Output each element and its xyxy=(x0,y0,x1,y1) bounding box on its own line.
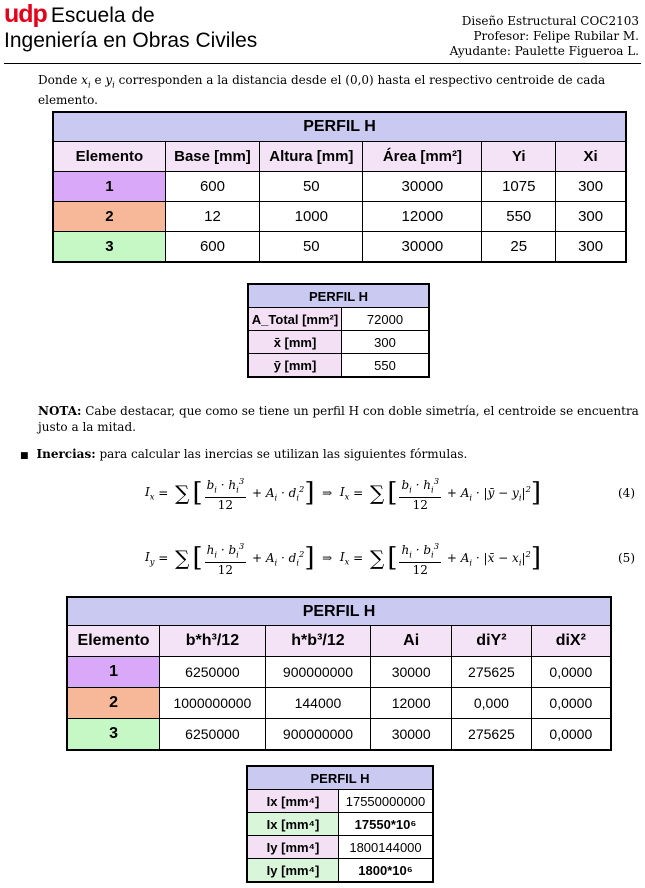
note-label: NOTA: xyxy=(38,404,82,418)
intro-text-pre: Donde xyxy=(38,73,82,87)
table3-header-5: diX² xyxy=(531,626,611,657)
bullet-label: Inercias: xyxy=(36,447,96,461)
table-row xyxy=(53,232,626,263)
table-row xyxy=(247,836,433,859)
table1-cell: 300 xyxy=(556,172,626,202)
table4-value: 17550000000 xyxy=(339,790,434,813)
equation-4: $I_x$ = ∑ [ $\frac{b_i \cdot h_i^3}{12}$ + $A_i \cdot d_i^2$ ] ⇒ $I_x$ = ∑ [ $\frac{b_i \cdot h_i^3}{12}$ + $A_i$ · |ȳ − $y_i|^2$ ] xyxy=(145,476,542,512)
table3-cell: 6250000 xyxy=(160,719,266,751)
inertia-results-table xyxy=(246,765,434,883)
table-row xyxy=(247,859,433,883)
table3-cell: 0,0000 xyxy=(531,719,611,751)
table3-cell: 0,0000 xyxy=(531,688,611,719)
table1-cell: 1 xyxy=(53,172,165,202)
equation-5: $I_y$ = ∑ [ $\frac{h_i \cdot b_i^3}{12}$ + $A_i \cdot d_i^2$ ] ⇒ $I_x$ = ∑ [ $\frac{h_i \cdot b_i^3}{12}$ + $A_i$ · |x̄ − $x_i|^2$ ] xyxy=(145,541,542,577)
table1-cell: 2 xyxy=(53,202,165,232)
header-rule xyxy=(4,63,641,64)
bullet-text: para calcular las inercias se utilizan las siguientes fórmulas. xyxy=(95,447,468,461)
table4-value: 1800144000 xyxy=(339,836,434,859)
table4-label: Ix [mm⁴] xyxy=(247,813,339,836)
table-row xyxy=(248,354,429,378)
table1-cell: 300 xyxy=(556,202,626,232)
table3-title: PERFIL H xyxy=(67,597,611,626)
table2-value: 550 xyxy=(342,354,430,378)
table3-cell: 30000 xyxy=(371,719,452,751)
centroid-table xyxy=(247,283,430,378)
table-row xyxy=(67,719,611,751)
table1-cell: 1000 xyxy=(260,202,363,232)
table2-label: A_Total [mm²] xyxy=(248,308,342,331)
table1-header-4: Yi xyxy=(482,142,556,172)
table4-title: PERFIL H xyxy=(247,766,433,790)
table3-cell: 275625 xyxy=(452,719,531,751)
table1-cell: 12 xyxy=(165,202,259,232)
table4-value: 17550*10⁶ xyxy=(339,813,434,836)
udp-logo xyxy=(4,2,257,51)
equation-4-number: (4) xyxy=(618,486,635,500)
inertia-bullet xyxy=(20,446,640,464)
table3-header-0: Elemento xyxy=(67,626,160,657)
intro-yi: $y_i$ xyxy=(105,73,115,90)
table1-cell: 600 xyxy=(165,232,259,263)
table-row xyxy=(248,308,429,331)
table1-header-1: Base [mm] xyxy=(165,142,259,172)
table3-cell: 0,0000 xyxy=(531,657,611,688)
perfil-h-table xyxy=(52,111,627,263)
table3-cell: 900000000 xyxy=(265,657,370,688)
table1-cell: 25 xyxy=(482,232,556,263)
table1-cell: 300 xyxy=(556,232,626,263)
table4-label: Iy [mm⁴] xyxy=(247,836,339,859)
table1-header-3: Área [mm²] xyxy=(363,142,482,172)
professor: Profesor: Felipe Rubilar M. xyxy=(473,29,639,43)
table3-header-1: b*h³/12 xyxy=(160,626,266,657)
table3-cell: 1 xyxy=(67,657,160,688)
intro-xi: $x_i$ xyxy=(81,73,91,90)
course-name: Diseño Estructural COC2103 xyxy=(461,14,639,28)
table2-label: ȳ [mm] xyxy=(248,354,342,378)
table1-cell: 12000 xyxy=(363,202,482,232)
table3-header-2: h*b³/12 xyxy=(265,626,370,657)
table1-cell: 30000 xyxy=(363,232,482,263)
table1-header-0: Elemento xyxy=(53,142,165,172)
table4-label: Iy [mm⁴] xyxy=(247,859,339,883)
intro-paragraph xyxy=(38,72,642,108)
table2-title: PERFIL H xyxy=(248,284,429,308)
table3-cell: 144000 xyxy=(265,688,370,719)
table1-header-5: Xi xyxy=(556,142,626,172)
table3-header-3: Ai xyxy=(371,626,452,657)
table3-cell: 275625 xyxy=(452,657,531,688)
table1-cell: 3 xyxy=(53,232,165,263)
intro-text-post: corresponden a la distancia desde el (0,0) hasta el respectivo centroide de cada elemento. xyxy=(38,73,606,108)
logo-udp: udp xyxy=(4,0,47,28)
table3-cell: 12000 xyxy=(371,688,452,719)
table-row xyxy=(53,172,626,202)
table1-title: PERFIL H xyxy=(53,112,626,142)
table-row xyxy=(247,790,433,813)
table1-cell: 1075 xyxy=(482,172,556,202)
table3-cell: 0,000 xyxy=(452,688,531,719)
table2-value: 72000 xyxy=(342,308,430,331)
table4-label: Ix [mm⁴] xyxy=(247,790,339,813)
table4-value: 1800*10⁶ xyxy=(339,859,434,883)
table-row xyxy=(67,657,611,688)
table1-cell: 50 xyxy=(260,232,363,263)
course-info xyxy=(450,14,639,59)
note-text: Cabe destacar, que como se tiene un perfil H con doble simetría, el centroide se encuentra justo a la mitad. xyxy=(38,404,639,434)
table3-cell: 6250000 xyxy=(160,657,266,688)
table2-label: x̄ [mm] xyxy=(248,331,342,354)
table3-header-4: diY² xyxy=(452,626,531,657)
table-row xyxy=(67,688,611,719)
table1-cell: 600 xyxy=(165,172,259,202)
inertia-components-table xyxy=(66,596,612,751)
table-row xyxy=(248,331,429,354)
logo-line1: Escuela de xyxy=(50,4,155,27)
table1-cell: 50 xyxy=(260,172,363,202)
intro-text-mid: e xyxy=(90,73,106,87)
table-row xyxy=(53,202,626,232)
table1-cell: 30000 xyxy=(363,172,482,202)
table3-cell: 3 xyxy=(67,719,160,751)
assistant: Ayudante: Paulette Figueroa L. xyxy=(449,44,639,58)
table3-cell: 1000000000 xyxy=(160,688,266,719)
logo-line2: Ingeniería en Obras Civiles xyxy=(4,29,258,52)
note-paragraph xyxy=(38,403,642,435)
table-row xyxy=(247,813,433,836)
table3-cell: 2 xyxy=(67,688,160,719)
equation-5-number: (5) xyxy=(618,551,635,565)
table3-cell: 30000 xyxy=(371,657,452,688)
table1-header-2: Altura [mm] xyxy=(260,142,363,172)
table1-cell: 550 xyxy=(482,202,556,232)
bullet-icon: ■ xyxy=(20,451,29,461)
table2-value: 300 xyxy=(342,331,430,354)
table3-cell: 900000000 xyxy=(265,719,370,751)
